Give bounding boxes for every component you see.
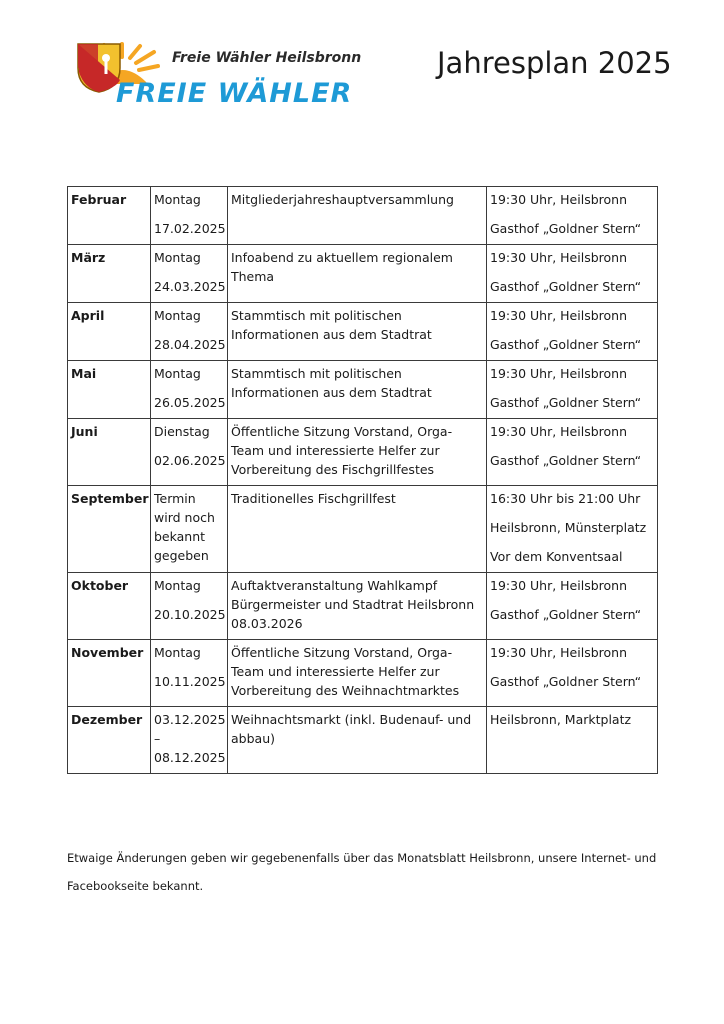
weekday-label: Montag: [154, 308, 201, 323]
table-row: [68, 486, 658, 573]
date-cell: [151, 187, 228, 245]
event-label: Infoabend zu aktuellem regionalem Thema: [231, 250, 453, 284]
place-cell: [487, 419, 658, 486]
event-label: Auftaktveranstaltung Wahlkampf Bürgermeister und Stadtrat Heilsbronn 08.03.2026: [231, 578, 475, 631]
place-line-2: Gasthof „Goldner Stern“: [490, 674, 642, 689]
event-label: Öffentliche Sitzung Vorstand, Orga-Team und interessierte Helfer zur Vorbereitung des Fischgrillfestes: [231, 424, 453, 477]
place-line-1: 19:30 Uhr, Heilsbronn: [490, 424, 627, 439]
event-label: Öffentliche Sitzung Vorstand, Orga-Team und interessierte Helfer zur Vorbereitung des Weihnachtmarktes: [231, 645, 460, 698]
date-label: 08.12.2025: [154, 750, 226, 765]
place-line-2: Heilsbronn, Münsterplatz: [490, 520, 647, 535]
date-cell: [151, 640, 228, 707]
place-line-1: 19:30 Uhr, Heilsbronn: [490, 578, 627, 593]
event-cell: [228, 486, 487, 573]
place-line-1: 19:30 Uhr, Heilsbronn: [490, 308, 627, 323]
weekday-label: Montag: [154, 250, 201, 265]
event-cell: [228, 303, 487, 361]
month-cell: [68, 361, 151, 419]
month-cell: [68, 245, 151, 303]
month-label: Februar: [71, 192, 127, 207]
month-cell: [68, 486, 151, 573]
table-row: [68, 640, 658, 707]
month-label: Dezember: [71, 712, 143, 727]
month-cell: [68, 640, 151, 707]
table-row: [68, 187, 658, 245]
place-cell: [487, 640, 658, 707]
date-cell: [151, 419, 228, 486]
date-cell: [151, 707, 228, 774]
month-label: März: [71, 250, 106, 265]
date-cell: [151, 573, 228, 640]
weekday-label: Montag: [154, 645, 201, 660]
month-label: September: [71, 491, 149, 506]
event-label: Stammtisch mit politischen Informationen aus dem Stadtrat: [231, 366, 432, 400]
event-label: Mitgliederjahreshauptversammlung: [231, 192, 454, 207]
freie-waehler-logo: [76, 42, 406, 112]
table-row: [68, 361, 658, 419]
event-cell: [228, 573, 487, 640]
place-line-2: Gasthof „Goldner Stern“: [490, 395, 642, 410]
logo-top-text: Freie Wähler Heilsbronn: [172, 50, 362, 66]
event-cell: [228, 707, 487, 774]
place-line-1: 19:30 Uhr, Heilsbronn: [490, 250, 627, 265]
date-label: 28.04.2025: [154, 337, 226, 352]
place-cell: [487, 187, 658, 245]
place-line-2: Gasthof „Goldner Stern“: [490, 221, 642, 236]
date-label: 24.03.2025: [154, 279, 226, 294]
weekday-label: Montag: [154, 366, 201, 381]
month-label: Juni: [71, 424, 98, 439]
weekday-label: Dienstag: [154, 424, 210, 439]
table-row: [68, 245, 658, 303]
event-cell: [228, 361, 487, 419]
month-cell: [68, 707, 151, 774]
event-cell: [228, 245, 487, 303]
weekday-label: Montag: [154, 578, 201, 593]
date-label: 20.10.2025: [154, 607, 226, 622]
place-line-2: Gasthof „Goldner Stern“: [490, 337, 642, 352]
schedule-table: [67, 186, 658, 774]
place-cell: [487, 245, 658, 303]
place-line-1: Heilsbronn, Marktplatz: [490, 712, 632, 727]
place-line-1: 19:30 Uhr, Heilsbronn: [490, 645, 627, 660]
event-label: Traditionelles Fischgrillfest: [231, 491, 396, 506]
place-cell: [487, 486, 658, 573]
event-cell: [228, 187, 487, 245]
place-line-2: Gasthof „Goldner Stern“: [490, 453, 642, 468]
footer-line-1: Etwaige Änderungen geben wir gegebenenfalls über das Monatsblatt Heilsbronn, unsere Internet- und: [67, 851, 657, 865]
place-line-1: 19:30 Uhr, Heilsbronn: [490, 366, 627, 381]
table-row: [68, 303, 658, 361]
table-row: [68, 707, 658, 774]
date-label: 02.06.2025: [154, 453, 226, 468]
month-cell: [68, 187, 151, 245]
month-cell: [68, 573, 151, 640]
place-cell: [487, 707, 658, 774]
event-cell: [228, 419, 487, 486]
page-title: Jahresplan 2025: [437, 46, 672, 80]
date-cell: [151, 303, 228, 361]
date-cell: [151, 486, 228, 573]
footer-note: [67, 844, 667, 900]
place-line-1: 19:30 Uhr, Heilsbronn: [490, 192, 627, 207]
place-line-1: 16:30 Uhr bis 21:00 Uhr: [490, 491, 641, 506]
date-label: 17.02.2025: [154, 221, 226, 236]
weekday-label: Termin wird noch bekannt gegeben: [154, 491, 215, 563]
date-label: 26.05.2025: [154, 395, 226, 410]
event-label: Stammtisch mit politischen Informationen aus dem Stadtrat: [231, 308, 432, 342]
place-cell: [487, 303, 658, 361]
place-line-2: Gasthof „Goldner Stern“: [490, 279, 642, 294]
event-label: Weihnachtsmarkt (inkl. Budenauf- und abbau): [231, 712, 472, 746]
month-cell: [68, 303, 151, 361]
place-cell: [487, 573, 658, 640]
place-cell: [487, 361, 658, 419]
weekday-label: Montag: [154, 192, 201, 207]
table-row: [68, 573, 658, 640]
footer-line-2: Facebookseite bekannt.: [67, 879, 204, 893]
month-cell: [68, 419, 151, 486]
table-row: [68, 419, 658, 486]
month-label: Mai: [71, 366, 97, 381]
place-line-2: Gasthof „Goldner Stern“: [490, 607, 642, 622]
weekday-label: 03.12.2025 –: [154, 712, 226, 746]
month-label: April: [71, 308, 105, 323]
date-cell: [151, 361, 228, 419]
month-label: Oktober: [71, 578, 129, 593]
place-line-3: Vor dem Konventsaal: [490, 549, 623, 564]
logo-main-text: FREIE WÄHLER: [116, 78, 353, 109]
date-cell: [151, 245, 228, 303]
month-label: November: [71, 645, 144, 660]
event-cell: [228, 640, 487, 707]
date-label: 10.11.2025: [154, 674, 226, 689]
town-crest-icon: [76, 42, 122, 94]
